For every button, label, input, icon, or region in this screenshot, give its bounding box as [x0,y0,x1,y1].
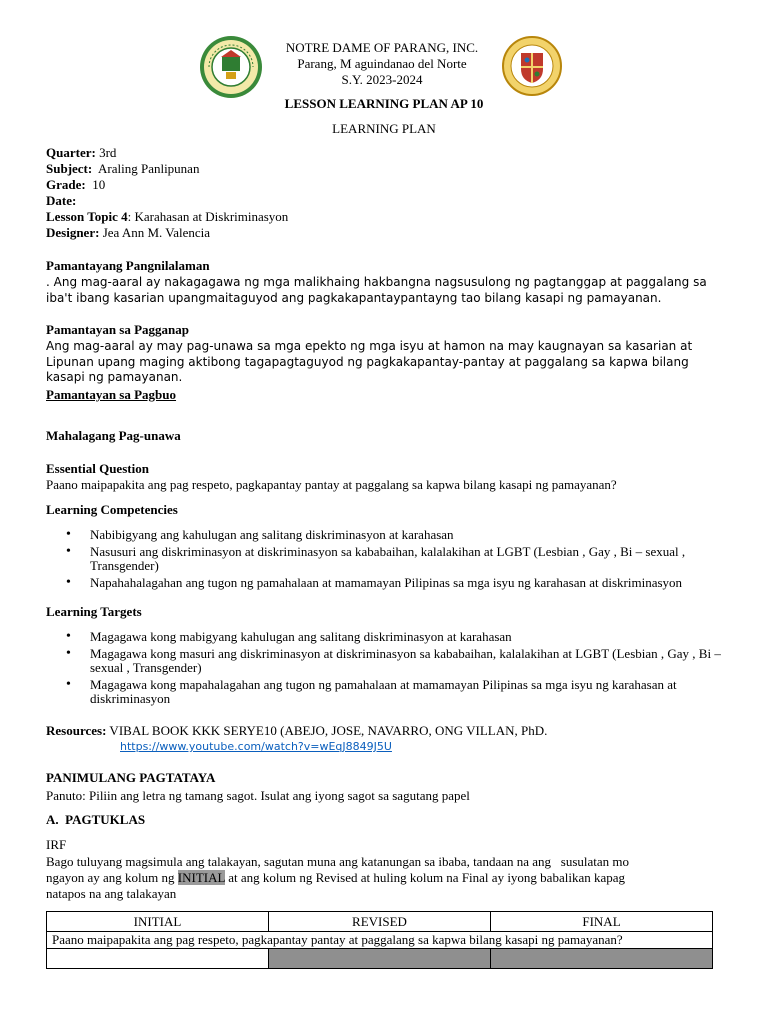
pagtuklas-line-2-post: at ang kolum ng Revised at huling kolum na Final ay iyong babalikan kapag [224,870,626,885]
pagtuklas-heading: A. PAGTUKLAS [46,812,146,827]
table-row [47,932,713,949]
school-name: NOTRE DAME OF PARANG, INC. [285,40,479,55]
grade-label: Grade: [46,177,86,192]
pagganap-line-3: kasapi ng pamayanan. [46,370,183,384]
pangnilalaman-line-1: . Ang mag-aaral ay nakagagawa ng mga malikhaing hakbangna nagsusulong ng pagtanggap at paggalang sa [46,275,707,289]
pagtuklas-line-2 [46,870,629,886]
competencies-list [46,528,726,592]
pagganap-heading: Pamantayan sa Pagganap [46,322,190,337]
irf-label: IRF [46,837,67,852]
youtube-link[interactable]: https://www.youtube.com/watch?v=wEqJ8849J5U [120,740,392,753]
topic-label: Lesson Topic 4 [46,209,128,224]
pangnilalaman-line-2: iba't ibang kasarian upangmaitaguyod ang pagkakapantaypantayng tao bilang kasapi ng pamayanan. [46,290,662,305]
topic-line [46,209,288,225]
target-item: • Magagawa kong masuri ang diskriminasyon at diskriminasyon sa kababaihan, kalalakihan at LGBT (Lesbian , Gay , Bi – sexual , Transgender) [46,647,726,676]
subject-value: Araling Panlipunan [92,161,200,176]
document-subtitle: LEARNING PLAN [332,121,436,136]
competencies-heading: Learning Competencies [46,502,178,517]
header-initial: INITIAL [47,912,269,932]
school-year: S.Y. 2023-2024 [341,72,423,87]
target-item: • Magagawa kong mapahalagahan ang tugon ng pamahalaan at mamamayan Pilipinas sa mga isyu ng karahasan at diskriminasyon [46,678,726,707]
pagtuklas-line-3: natapos na ang talakayan [46,886,177,901]
resources-text: VIBAL BOOK KKK SERYE10 (ABEJO, JOSE, NAVARRO, ONG VILLAN, PhD. [106,723,548,738]
quarter-value: 3rd [95,145,117,160]
initial-answer-cell[interactable] [47,949,269,969]
competency-item: • Nabibigyang ang kahulugan ang salitang diskriminasyon at karahasan [46,528,726,543]
quarter-line [46,145,288,161]
document-title: LESSON LEARNING PLAN AP 10 [284,96,484,111]
table-row [47,949,713,969]
targets-heading: Learning Targets [46,604,142,619]
date-line [46,193,288,209]
final-answer-cell [491,949,713,969]
panimulang-instruction: Panuto: Piliin ang letra ng tamang sagot. Isulat ang iyong sagot sa sagutang papel [46,788,470,803]
designer-line [46,225,288,241]
grade-line [46,177,288,193]
pagbuo-heading: Pamantayan sa Pagbuo [46,387,177,402]
subject-line [46,161,288,177]
revised-answer-cell [269,949,491,969]
competency-item: • Nasusuri ang diskriminasyon at diskriminasyon sa kababaihan, kalalakihan at LGBT (Lesbian , Gay , Bi – sexual , Transgender) [46,545,726,574]
header-revised: REVISED [269,912,491,932]
pag-unawa-heading: Mahalagang Pag-unawa [46,428,181,443]
header-final: FINAL [491,912,713,932]
pagganap-line-2: Lipunan upang maging aktibong tagapagtaguyod ng pagkakapantay-pantay at paggalang sa kapwa bilang [46,354,689,369]
initial-highlight: INITIAL [177,870,225,885]
panimulang-heading: PANIMULANG PAGTATAYA [46,770,216,785]
essential-question-heading: Essential Question [46,461,149,476]
resources-label: Resources: [46,723,107,738]
essential-question-text: Paano maipapakita ang pag respeto, pagkapantay pantay at paggalang sa kapwa bilang kasapi ng pamayanan? [46,477,617,492]
designer-label: Designer: [46,225,100,240]
topic-value: : Karahasan at Diskriminasyon [127,209,289,224]
targets-list [46,630,726,709]
pagganap-line-1: Ang mag-aaral ay may pag-unawa sa mga epekto ng mga isyu at hamon na may kaugnayan sa kasarian at [46,339,693,353]
date-label: Date: [46,193,77,208]
school-address: Parang, M aguindanao del Norte [297,56,467,71]
target-item: • Magagawa kong mabigyang kahulugan ang salitang diskriminasyon at karahasan [46,630,726,645]
irf-table [46,911,713,969]
irf-question: Paano maipapakita ang pag respeto, pagkapantay pantay at paggalang sa kapwa bilang kasapi ng pamayanan? [47,932,713,949]
competency-item: • Napahahalagahan ang tugon ng pamahalaan at mamamayan Pilipinas sa mga isyu ng karahasan at diskriminasyon [46,576,726,591]
grade-value: 10 [85,177,106,192]
subject-label: Subject: [46,161,93,176]
pagtuklas-line-2-pre: ngayon ay ang kolum ng [46,870,178,885]
quarter-label: Quarter: [46,145,96,160]
designer-value: Jea Ann M. Valencia [99,225,211,240]
table-header-row [47,912,713,932]
pagtuklas-line-1: Bago tuluyang magsimula ang talakayan, sagutan muna ang katanungan sa ibaba, tandaan na ang susulatan mo [46,854,630,869]
pangnilalaman-heading: Pamantayang Pangnilalaman [46,258,210,273]
